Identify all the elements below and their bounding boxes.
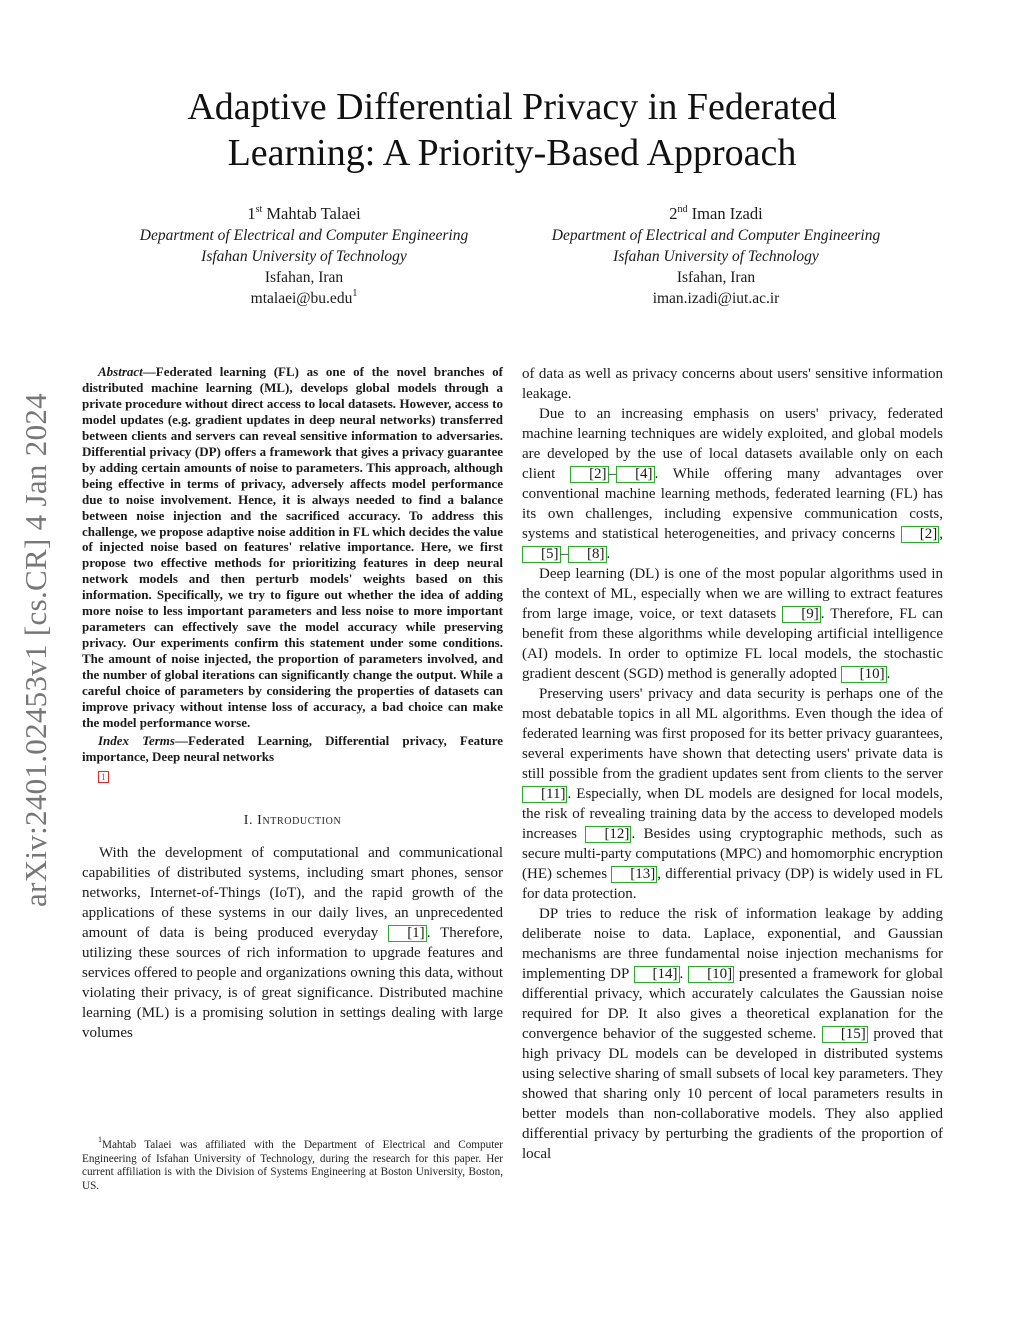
body-text: . Besides using cryptographic methods, such as secure multi-party computations (MPC) and homomorphic encryption (HE) schemes <box>522 826 943 882</box>
author-1-city: Isfahan, Iran <box>264 269 344 286</box>
body-text: Preserving users' privacy and data security is perhaps one of the most debatable topics in all ML algorithms. Even though the idea of federated learning was first proposed for its better privacy guarantees, several experiments have shown that detecting users' private data is still possible from the gradient updates sent from clients to the server <box>522 686 943 782</box>
intro-text: . Therefore, utilizing these sources of rich information to upgrade features and services offered to people and organizations owning this data, without violating their privacy, is of great significance. Distributed machine learning (ML) is a promising solution in settings dealing with large volumes <box>82 924 503 1041</box>
author-1-email[interactable]: mtalaei@bu.edu <box>250 290 353 307</box>
citation-link[interactable]: [14] <box>634 966 680 983</box>
body-text: , differential privacy (DP) is widely used in FL for data protection. <box>522 866 943 902</box>
body-text: . While offering many advantages over conventional machine learning methods, federated learning (FL) has its own challenges, including expensive communication costs, systems and statistical heterogeneities, and privacy concerns <box>522 466 943 542</box>
body-paragraph-3 <box>522 564 943 684</box>
author-2-university: Isfahan University of Technology <box>613 248 819 265</box>
author-1-ordinal-suffix: st <box>255 203 263 215</box>
section-heading-introduction: I. Introduction <box>243 812 342 828</box>
body-text: – <box>560 546 568 562</box>
author-1-name-line <box>94 203 514 225</box>
arxiv-stamp <box>0 365 72 935</box>
citation-link[interactable]: [2] <box>570 466 609 483</box>
intro-text: With the development of computational and communicational capabilities of distributed systems, including smart phones, sensor networks, Internet-of-Things (IoT), and the rapid growth of the applications of these systems in our daily lives, an unprecedented amount of data is being produced everyday <box>82 844 503 941</box>
body-paragraph-4 <box>522 684 943 904</box>
title-line-2: Learning: A Priority-Based Approach <box>227 132 797 174</box>
body-text: Due to an increasing emphasis on users' privacy, federated machine learning techniques are widely exploited, and global models are developed by the use of local datasets available only on each client <box>522 406 943 482</box>
author-2-department: Department of Electrical and Computer Engineering <box>551 227 881 244</box>
author-2-email[interactable]: iman.izadi@iut.ac.ir <box>652 290 780 307</box>
author-1-email-footnote-mark: 1 <box>352 287 358 299</box>
abstract <box>82 364 503 731</box>
author-1-email-line <box>94 288 514 309</box>
body-text: Deep learning (DL) is one of the most popular algorithms used in the context of ML, especially when we are willing to extract features from large image, voice, or text datasets <box>522 566 943 622</box>
citation-link[interactable]: [9] <box>782 606 821 623</box>
body-text: . Especially, when DL models are designed for local models, the risk of revealing training data by the access to developed models increases <box>522 786 943 842</box>
author-1-department: Department of Electrical and Computer Engineering <box>139 227 469 244</box>
author-1-ordinal: 1 <box>247 204 256 223</box>
body-text: . <box>679 966 689 982</box>
citation-link[interactable]: [11] <box>522 786 567 803</box>
author-2-name-line <box>506 203 926 225</box>
paper-title <box>100 84 924 176</box>
body-paragraph-continued: of data as well as privacy concerns about users' sensitive information leakage. <box>522 366 943 402</box>
author-block <box>0 203 1024 313</box>
citation-link[interactable]: [1] <box>388 925 427 942</box>
index-terms-lead: Index Terms <box>98 732 175 748</box>
body-text: DP tries to reduce the risk of information leakage by adding deliberate noise to data. Laplace, exponential, and Gaussian mechanisms are three fundamental noise injection mechanisms for implementing DP <box>522 906 943 982</box>
left-column <box>82 364 503 1043</box>
author-1-university: Isfahan University of Technology <box>201 248 407 265</box>
citation-link[interactable]: [15] <box>822 1026 868 1043</box>
body-paragraph-5 <box>522 904 943 1164</box>
right-column <box>522 364 943 1164</box>
footnote-link[interactable]: 1 <box>98 771 109 783</box>
abstract-text: —Federated learning (FL) as one of the novel branches of distributed machine learning (ML), develops global models through a private procedure without direct access to local datasets. However, access to model updates (e.g. gradient updates in deep neural networks) transferred between clients and servers can reveal sensitive information to adversaries. Differential privacy (DP) offers a framework that gives a privacy guarantee by adding certain amounts of noise to parameters. This approach, although being effective in terms of privacy, adversely affects model performance due to noise involvement. Hence, it is always needed to find a balance between noise injection and the sacrificed accuracy. To address this challenge, we propose adaptive noise addition in FL which decides the value of injected noise based on features' relative importance. Here, we first propose two effective methods for prioritizing features in deep neural network models and then perturb models' weights based on this information. Specifically, we try to figure out whether the idea of adding more noise to less important parameters and less noise to more important parameters can effectively save the model accuracy while preserving privacy. Our experiments confirm this statement under some conditions. The amount of noise injected, the proportion of parameters involved, and the number of global iterations can significantly change the output. While a careful choice of parameters by considering the properties of datasets can improve privacy without intense loss of accuracy, a bad choice can make the model performance worse. <box>82 364 503 730</box>
author-2-city: Isfahan, Iran <box>676 269 756 286</box>
body-paragraph-2 <box>522 404 943 564</box>
citation-link[interactable]: [12] <box>585 826 631 843</box>
citation-link[interactable]: [13] <box>611 866 657 883</box>
arxiv-identifier[interactable]: arXiv:2401.02453v1 [cs.CR] 4 Jan 2024 <box>18 393 54 907</box>
body-text: . Therefore, FL can benefit from these algorithms while developing artificial intelligence (AI) models. In order to optimize FL local models, the stochastic gradient descent (SGD) method is generally adopted <box>522 606 944 682</box>
body-text: – <box>608 466 617 482</box>
author-2-name: Iman Izadi <box>691 204 763 223</box>
footnote-mark: 1 <box>98 1135 102 1145</box>
author-1-name: Mahtab Talaei <box>266 204 361 223</box>
body-text: proved that high privacy DL models can be developed in distributed systems using selective sharing of small subsets of local key parameters. They showed that sharing only 10 percent of local parameters results in better models than non-collaborative models. They also applied differential privacy by perturbing the gradients of the proportion of local <box>522 1026 943 1162</box>
citation-link[interactable]: [4] <box>616 466 655 483</box>
intro-paragraph-1 <box>82 843 503 1043</box>
footnote-text: Mahtab Talaei was affiliated with the Department of Electrical and Computer Engineering of Isfahan University of Technology, during the research for this paper. Her current affiliation is with the Division of Systems Engineering at Boston University, Boston, US. <box>82 1139 503 1192</box>
title-line-1: Adaptive Differential Privacy in Federated <box>187 86 837 128</box>
index-terms-text: —Federated Learning, Differential privacy, Feature importance, Deep neural networks <box>82 732 503 764</box>
author-2-ordinal: 2 <box>669 204 678 223</box>
citation-link[interactable]: [10] <box>688 966 734 983</box>
index-terms <box>82 733 503 765</box>
body-text: . <box>886 666 891 682</box>
author-1 <box>94 203 514 309</box>
citation-link[interactable]: [10] <box>841 666 887 683</box>
citation-link[interactable]: [2] <box>901 526 940 543</box>
footnote <box>82 1135 503 1193</box>
abstract-lead: Abstract <box>98 364 143 379</box>
citation-link[interactable]: [8] <box>568 546 607 563</box>
author-2-ordinal-suffix: nd <box>677 203 688 215</box>
citation-link[interactable]: [5] <box>522 546 561 563</box>
author-2 <box>506 203 926 309</box>
body-text: . <box>606 546 611 562</box>
body-text: , <box>939 526 943 542</box>
body-text: presented a framework for global differential privacy, which accurately calculates the Gaussian noise required for DP. It also gives a theoretical explanation for the convergence behavior of the suggested scheme. <box>522 966 943 1042</box>
